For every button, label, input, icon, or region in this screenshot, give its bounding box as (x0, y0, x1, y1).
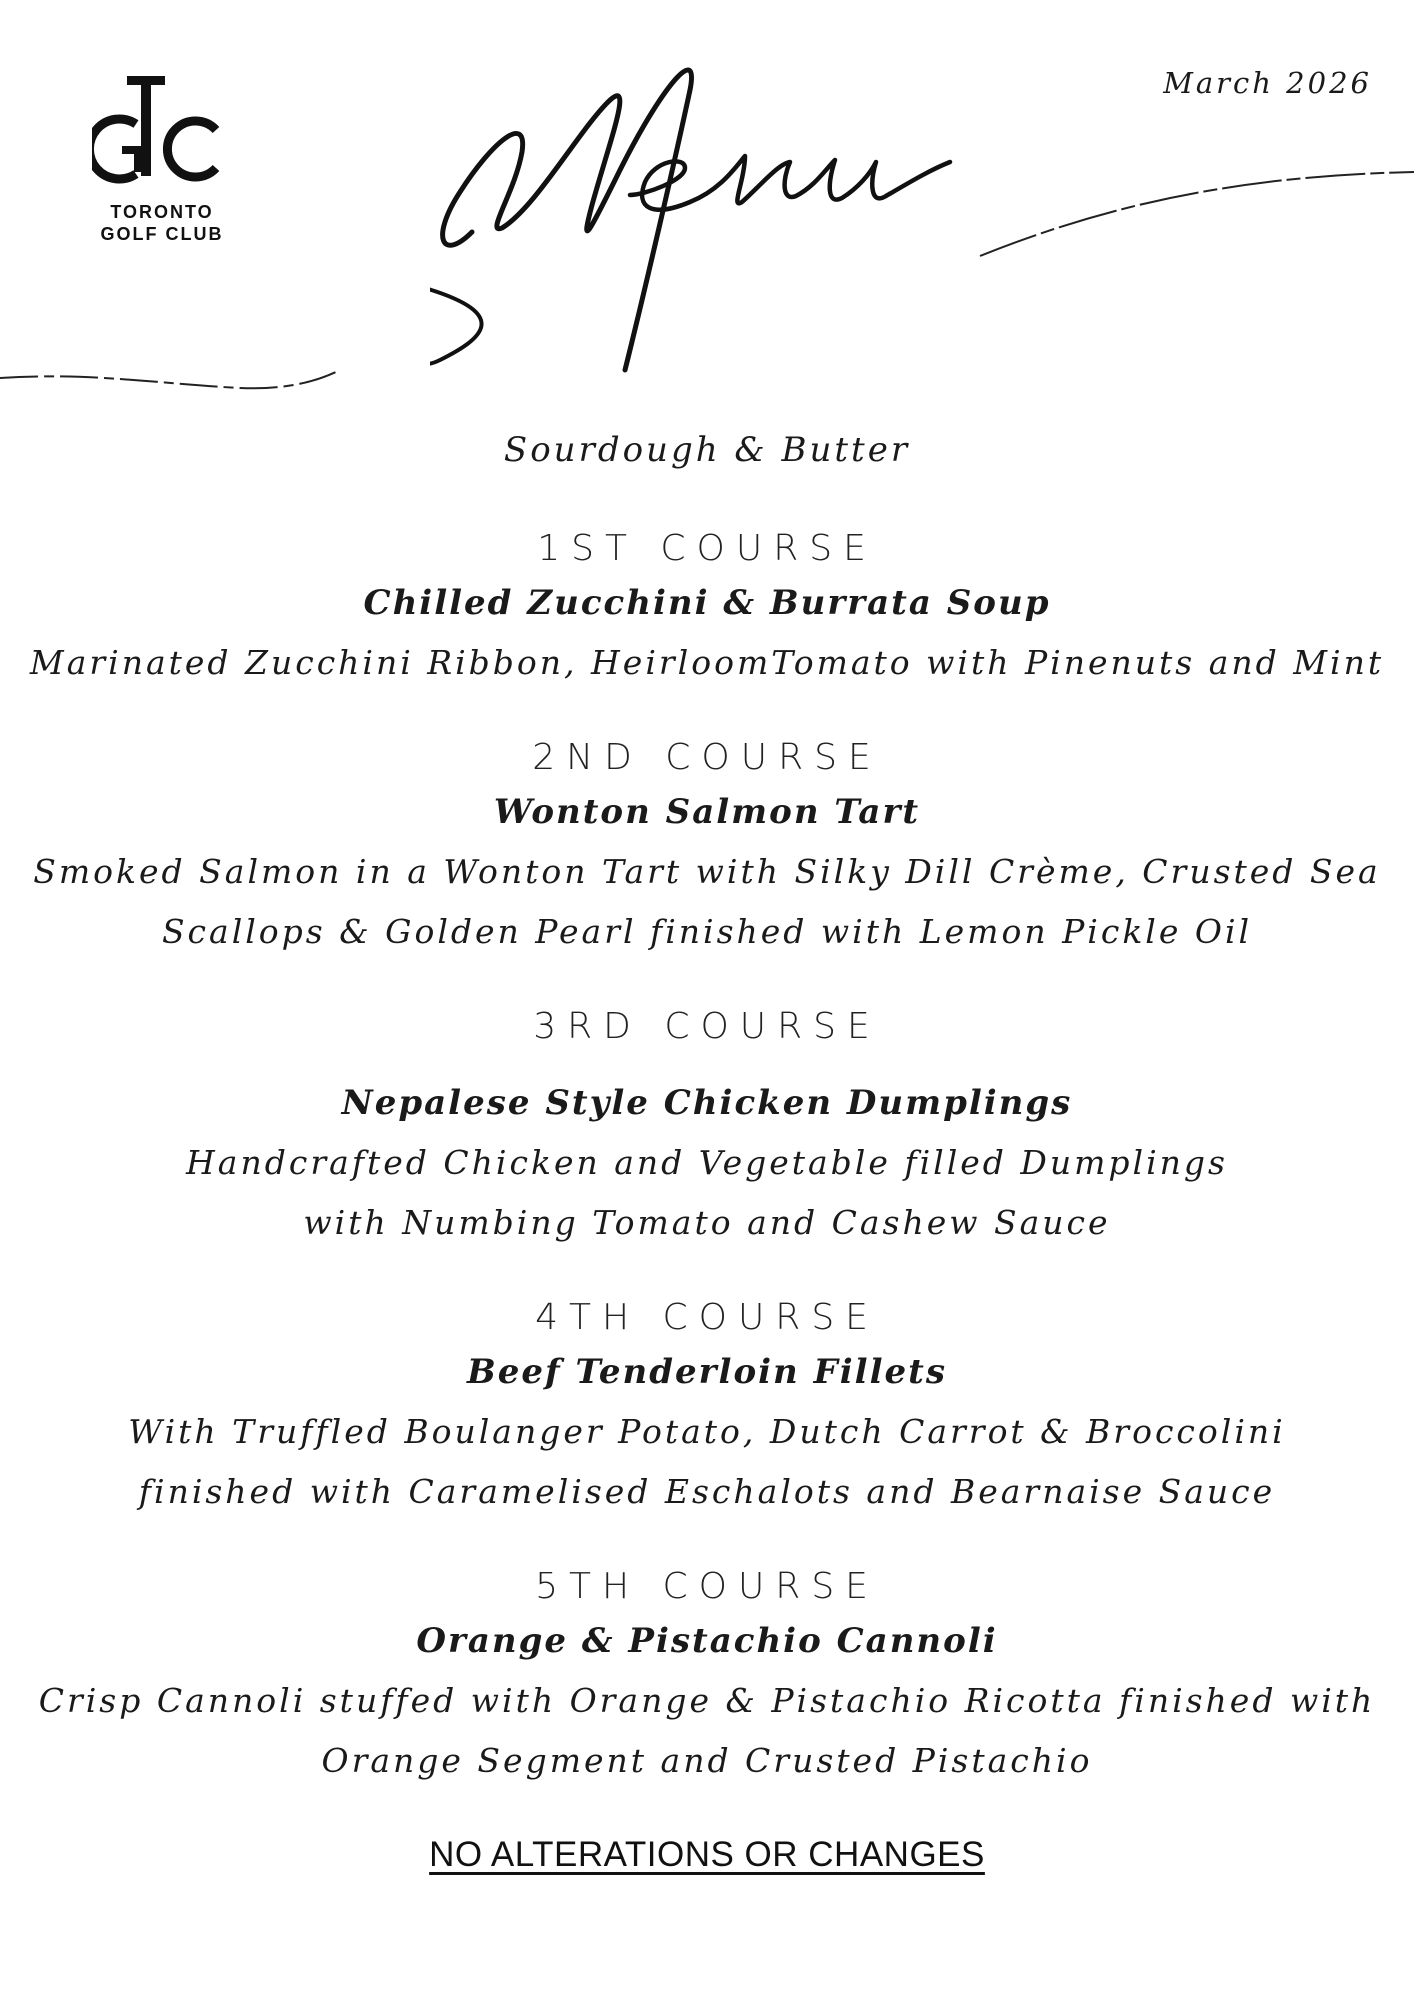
menu-script-title (430, 20, 1030, 400)
course-1 (0, 528, 1414, 693)
course-3 (0, 1006, 1414, 1253)
menu-body (0, 430, 1414, 1910)
course-5 (0, 1566, 1414, 1791)
dish-name: Wonton Salmon Tart (493, 792, 921, 832)
dish-description-line: with Numbing Tomato and Cashew Sauce (303, 1203, 1111, 1242)
logo-line-toronto: TORONTO (110, 202, 214, 222)
dish-description-line: finished with Caramelised Eschalots and Bearnaise Sauce (138, 1472, 1276, 1511)
logo-line-golf-club: GOLF CLUB (100, 224, 224, 244)
dish-description-line: With Truffled Boulanger Potato, Dutch Carrot & Broccolini (128, 1412, 1286, 1451)
course-heading: 3RD COURSE (533, 1006, 881, 1047)
menu-date: March 2026 (1163, 66, 1372, 100)
dish-description-line: Scallops & Golden Pearl finished with Lemon Pickle Oil (161, 912, 1253, 951)
dish-name: Beef Tenderloin Fillets (467, 1352, 947, 1392)
course-heading: 1ST COURSE (537, 528, 877, 569)
course-heading: 2ND COURSE (532, 737, 882, 778)
dish-description-line: Crisp Cannoli stuffed with Orange & Pistachio Ricotta finished with (38, 1681, 1376, 1720)
starter-item: Sourdough & Butter (503, 430, 911, 470)
no-alterations-notice: NO ALTERATIONS OR CHANGES (429, 1835, 985, 1874)
course-heading: 5TH COURSE (535, 1566, 879, 1607)
course-2 (0, 737, 1414, 962)
dish-description-line: Handcrafted Chicken and Vegetable filled Dumplings (186, 1143, 1228, 1182)
dish-description-line: Orange Segment and Crusted Pistachio (321, 1741, 1093, 1780)
course-4 (0, 1297, 1414, 1522)
dish-name: Chilled Zucchini & Burrata Soup (363, 583, 1051, 623)
dish-description-line: Smoked Salmon in a Wonton Tart with Silky Dill Crème, Crusted Sea (33, 852, 1381, 891)
course-heading: 4TH COURSE (535, 1297, 879, 1338)
dish-name: Nepalese Style Chicken Dumplings (341, 1083, 1073, 1123)
dish-name: Orange & Pistachio Cannoli (416, 1621, 998, 1661)
dish-description-line: Marinated Zucchini Ribbon, HeirloomTomato with Pinenuts and Mint (29, 643, 1385, 682)
